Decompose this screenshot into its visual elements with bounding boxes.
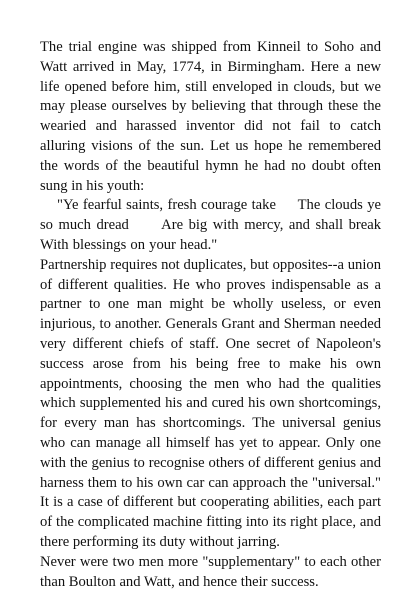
paragraph-boulton-watt: Never were two men more "supplementary" to each other than Boulton and Watt, and hence their success. [40,553,381,590]
hymn-quotation: "Ye fearful saints, fresh courage take The clouds ye so much dread Are big with mercy, and shall break With blessings on your head." [40,197,402,253]
paragraph-partnership: Partnership requires not duplicates, but opposites--a union of different qualities. He who proves indispensable as a partner to one man might be wholly useless, or even injurious, to another. Generals Grant and Sherman needed very different chiefs of staff. One secret of Napoleon's success arose from his being free to make his own appointments, choosing the men who had the qualities which supplemented his and cured his own shortcomings, for every man has shortcomings. The universal genius who can manage all himself has yet to appear. Only one with the genius to recognise others of different genius and harness them to his own car can approach the "universal." It is a case of different but cooperating abilities, each part of the complicated machine fitting into its right place, and there performing its duty without jarring. [40,256,381,550]
document-page [40,38,402,592]
paragraph-trial-engine: The trial engine was shipped from Kinneil to Soho and Watt arrived in May, 1774, in Birmingham. Here a new life opened before him, still enveloped in clouds, but we may please ourselves by believing that through these the wearied and harassed inventor did not fail to catch alluring visions of the sun. Let us hope he remembered the words of the beautiful hymn he had no doubt often sung in his youth: [40,39,381,194]
